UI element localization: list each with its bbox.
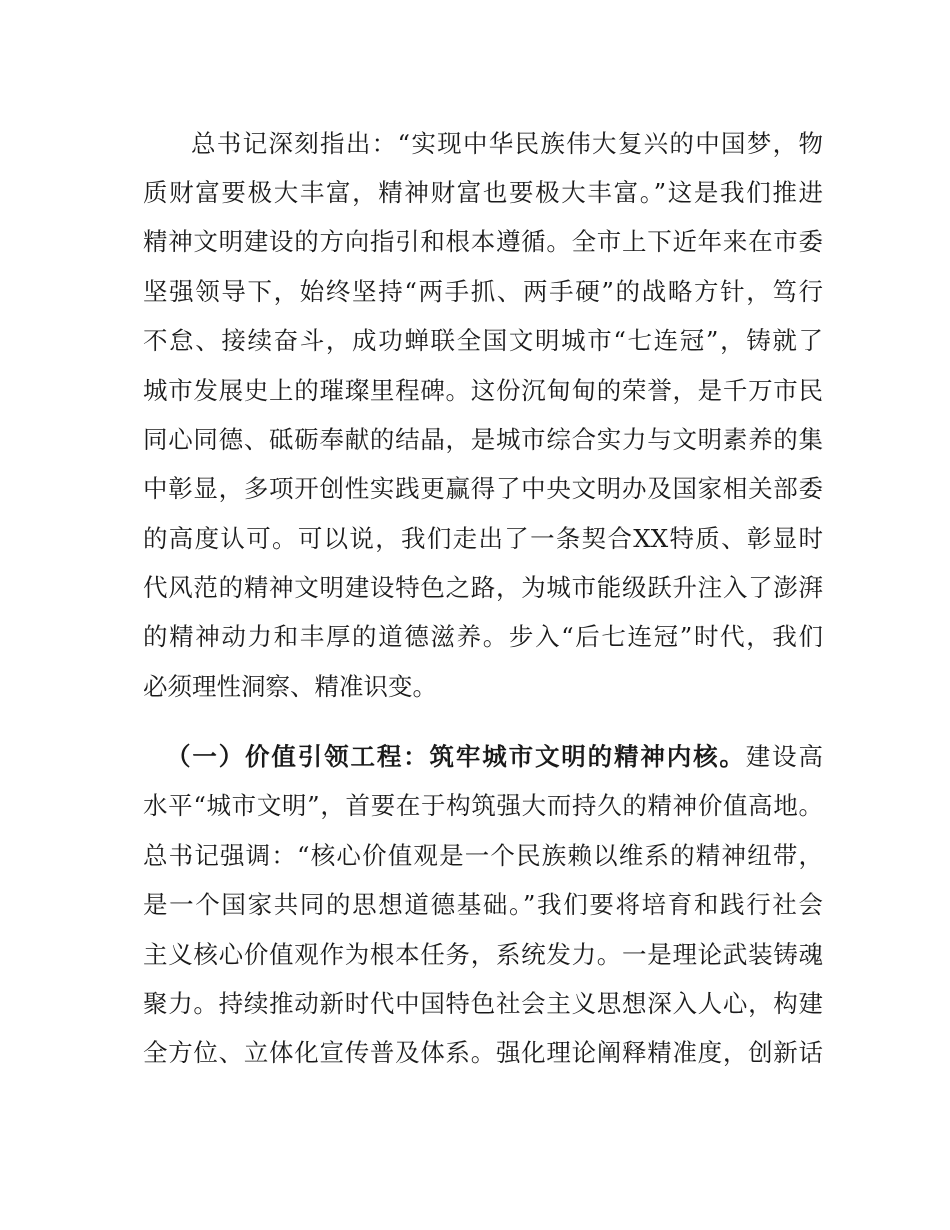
paragraph-2-line-1-rest: 建设高 (745, 742, 824, 771)
paragraph-2-line-6: 聚力。持续推动新时代中国特色社会主义思想深入人心，构建 (143, 989, 823, 1018)
paragraph-1-line-6: 城市发展史上的璀璨里程碑。这份沉甸甸的荣誉，是千万市民 (143, 376, 823, 405)
paragraph-1-line-4: 坚强领导下，始终坚持“两手抓、两手硬”的战略方针，笃行 (143, 277, 823, 306)
paragraph-2-line-7: 全方位、立体化宣传普及体系。强化理论阐释精准度，创新话 (143, 1038, 823, 1067)
paragraph-1-line-5: 不怠、接续奋斗，成功蝉联全国文明城市“七连冠”，铸就了 (143, 326, 823, 355)
paragraph-2-line-1 (166, 737, 823, 777)
paragraph-1-line-8: 中彰显，多项开创性实践更赢得了中央文明办及国家相关部委 (143, 474, 823, 503)
paragraph-2-line-5: 主义核心价值观作为根本任务，系统发力。一是理论武装铸魂 (143, 940, 823, 969)
paragraph-1-line-1: 总书记深刻指出：“实现中华民族伟大复兴的中国梦，物 (191, 129, 823, 158)
paragraph-2-line-2: 水平“城市文明”，首要在于构筑强大而持久的精神价值高地。 (143, 791, 823, 820)
paragraph-2-line-4: 是一个国家共同的思想道德基础。”我们要将培育和践行社会 (143, 890, 823, 919)
paragraph-1-line-9: 的高度认可。可以说，我们走出了一条契合XX特质、彰显时 (143, 524, 823, 553)
paragraph-1-line-2: 质财富要极大丰富，精神财富也要极大丰富。”这是我们推进 (143, 178, 823, 207)
paragraph-2-line-3: 总书记强调：“核心价值观是一个民族赖以维系的精神纽带， (143, 841, 823, 870)
paragraph-1-line-3: 精神文明建设的方向指引和根本遵循。全市上下近年来在市委 (143, 227, 823, 256)
paragraph-1-line-7: 同心同德、砥砺奉献的结晶，是城市综合实力与文明素养的集 (143, 425, 823, 454)
section-heading: （一）价值引领工程：筑牢城市文明的精神内核。 (166, 742, 746, 771)
paragraph-1-line-10: 代风范的精神文明建设特色之路，为城市能级跃升注入了澎湃 (143, 573, 823, 602)
paragraph-1-line-11: 的精神动力和丰厚的道德滋养。步入“后七连冠”时代，我们 (143, 622, 823, 651)
paragraph-1-line-12: 必须理性洞察、精准识变。 (143, 672, 437, 701)
